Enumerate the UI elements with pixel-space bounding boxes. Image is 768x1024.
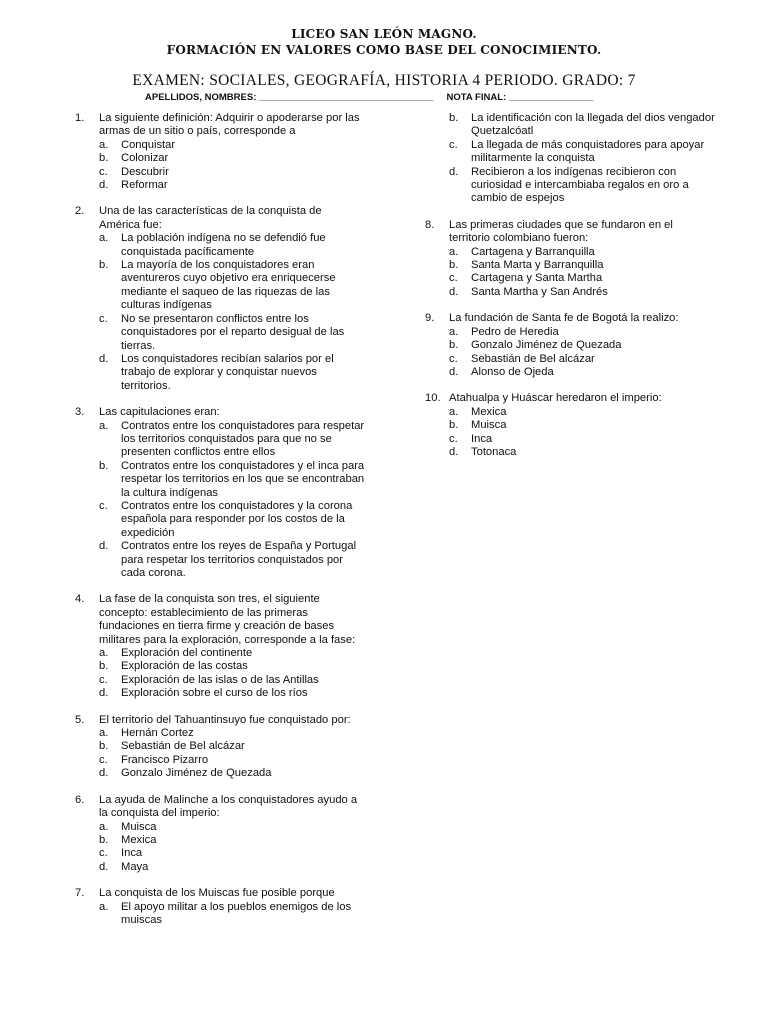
student-info-line: APELLIDOS, NOMBRES: _________________________________ NOTA FINAL: ________________ <box>145 92 594 103</box>
option-letter: b. <box>449 419 459 432</box>
option-letter: d. <box>99 179 109 192</box>
question-item <box>75 887 365 927</box>
answer-option <box>99 861 365 874</box>
option-letter: a. <box>449 405 459 418</box>
option-text: Exploración del continente <box>121 647 253 660</box>
option-letter: a. <box>99 647 109 660</box>
option-letter: a. <box>99 820 109 833</box>
option-letter: b. <box>99 833 109 846</box>
answer-option <box>99 259 365 313</box>
option-text: Contratos entre los conquistadores y la corona española para responder por los costos de la expedición <box>121 499 353 539</box>
question-item <box>75 794 365 874</box>
answer-option <box>99 767 365 780</box>
option-text: Inca <box>121 847 143 860</box>
option-text: Exploración de las islas o de las Antillas <box>121 673 319 686</box>
option-text: Sebastián de Bel alcázar <box>121 740 245 753</box>
option-text: Contratos entre los conquistadores y el inca para respetar los territorios en los que se encontraban la cultura indígenas <box>121 459 365 499</box>
question-text: Las capitulaciones eran: <box>99 406 220 419</box>
answer-option <box>449 139 715 166</box>
answer-option <box>99 660 365 673</box>
answer-option <box>449 433 715 446</box>
option-text: Muisca <box>121 820 157 833</box>
option-letter: b. <box>99 459 109 472</box>
option-letter: a. <box>449 245 459 258</box>
question-text: La conquista de los Muiscas fue posible porque <box>99 887 335 900</box>
answer-option <box>449 446 715 459</box>
option-letter: d. <box>99 687 109 700</box>
option-letter: a. <box>99 232 109 245</box>
question-item <box>75 406 365 580</box>
questions-left-column <box>75 112 365 940</box>
question-text: La siguiente definición: Adquirir o apoderarse por las armas de un sitio o país, corresponde a <box>99 112 360 138</box>
option-text: Conquistar <box>121 138 176 151</box>
answer-option <box>99 500 365 540</box>
option-text: La identificación con la llegada del dios vengador Quetzalcóatl <box>471 112 715 138</box>
option-letter: b. <box>449 259 459 272</box>
option-text: El apoyo militar a los pueblos enemigos de los muiscas <box>121 900 352 926</box>
answer-option <box>99 647 365 660</box>
option-text: Recibieron a los indígenas recibieron con curiosidad e intercambiaba regalos en oro a cambio de espejos <box>471 165 689 205</box>
question-number: 2. <box>75 205 85 218</box>
question-7-continued <box>425 112 715 206</box>
question-number: 4. <box>75 593 85 606</box>
option-letter: d. <box>99 767 109 780</box>
option-letter: b. <box>99 660 109 673</box>
answer-option <box>99 754 365 767</box>
option-text: Inca <box>471 432 493 445</box>
option-letter: b. <box>99 259 109 272</box>
option-letter: d. <box>449 365 459 378</box>
exam-title: EXAMEN: SOCIALES, GEOGRAFÍA, HISTORIA 4 PERIODO. GRADO: 7 <box>132 72 636 89</box>
option-letter: a. <box>449 325 459 338</box>
option-text: Pedro de Heredia <box>471 325 559 338</box>
answer-option <box>449 339 715 352</box>
option-letter: b. <box>449 339 459 352</box>
option-text: No se presentaron conflictos entre los conquistadores por el reparto desigual de las tierras. <box>121 312 345 352</box>
question-text: El territorio del Tahuantinsuyo fue conquistado por: <box>99 713 351 726</box>
answer-option <box>99 420 365 460</box>
school-name: LICEO SAN LEÓN MAGNO. <box>291 27 477 41</box>
question-item <box>75 714 365 781</box>
question-number: 5. <box>75 713 85 726</box>
answer-option <box>99 727 365 740</box>
option-letter: d. <box>449 445 459 458</box>
option-letter: d. <box>99 352 109 365</box>
question-text: Atahualpa y Huáscar heredaron el imperio: <box>449 392 662 405</box>
answer-option <box>99 152 365 165</box>
option-letter: d. <box>449 285 459 298</box>
answer-option <box>99 901 365 928</box>
option-text: Hernán Cortez <box>121 727 194 740</box>
answer-option <box>99 179 365 192</box>
answer-option <box>99 540 365 580</box>
answer-option <box>449 286 715 299</box>
option-letter: c. <box>99 499 108 512</box>
question-text: La fundación de Santa fe de Bogotá la realizo: <box>449 312 679 325</box>
option-text: Santa Marta y Barranquilla <box>471 259 604 272</box>
answer-option <box>449 272 715 285</box>
option-text: Gonzalo Jiménez de Quezada <box>471 339 622 352</box>
question-item <box>425 312 715 379</box>
answer-option <box>99 313 365 353</box>
questions-right-column <box>425 112 715 472</box>
option-letter: a. <box>99 727 109 740</box>
option-letter: c. <box>449 432 458 445</box>
option-letter: a. <box>99 138 109 151</box>
option-letter: b. <box>99 740 109 753</box>
answer-option <box>99 232 365 259</box>
option-text: La mayoría de los conquistadores eran aventureros cuyo objetivo era enriquecerse mediante el saqueo de las riquezas de las culturas indígenas <box>121 259 336 312</box>
answer-option <box>99 821 365 834</box>
option-text: Cartagena y Barranquilla <box>471 245 595 258</box>
answer-option <box>99 460 365 500</box>
answer-option <box>99 353 365 393</box>
question-text: La ayuda de Malinche a los conquistadores ayudo a la conquista del imperio: <box>99 793 358 820</box>
answer-option <box>449 166 715 206</box>
option-text: Mexica <box>471 405 507 418</box>
question-number: 8. <box>425 218 435 231</box>
option-letter: b. <box>449 112 459 124</box>
answer-option <box>99 139 365 152</box>
answer-option <box>449 326 715 339</box>
option-text: Descubrir <box>121 165 169 178</box>
answer-option <box>449 353 715 366</box>
question-number: 1. <box>75 112 85 124</box>
question-item <box>75 593 365 700</box>
school-motto: FORMACIÓN EN VALORES COMO BASE DEL CONOCIMIENTO. <box>166 43 602 57</box>
question-number: 6. <box>75 793 85 806</box>
option-text: La población indígena no se defendió fue conquistada pacíficamente <box>121 232 326 258</box>
answer-option <box>99 847 365 860</box>
question-item <box>75 112 365 192</box>
question-item <box>425 219 715 299</box>
option-text: Sebastián de Bel alcázar <box>471 352 595 365</box>
question-number: 10. <box>425 392 441 405</box>
option-letter: c. <box>99 847 108 860</box>
option-text: Reformar <box>121 179 168 192</box>
question-text: La fase de la conquista son tres, el siguiente concepto: establecimiento de las primeras fundaciones en tierra firme y creación de bases militares para la exploración, corresponde a la fase: <box>99 593 356 646</box>
answer-option <box>449 246 715 259</box>
answer-option <box>449 419 715 432</box>
answer-option <box>99 687 365 700</box>
option-letter: d. <box>449 165 459 178</box>
answer-option <box>99 674 365 687</box>
option-letter: c. <box>449 138 458 151</box>
option-letter: c. <box>99 165 108 178</box>
option-text: Cartagena y Santa Martha <box>471 272 603 285</box>
option-text: La llegada de más conquistadores para apoyar militarmente la conquista <box>471 138 705 165</box>
option-text: Exploración de las costas <box>121 660 248 673</box>
option-letter: d. <box>99 860 109 873</box>
option-letter: c. <box>449 272 458 285</box>
answer-option <box>449 406 715 419</box>
answer-option <box>449 259 715 272</box>
question-number: 7. <box>75 887 85 900</box>
question-text: Una de las características de la conquista de América fue: <box>99 205 322 231</box>
question-number: 3. <box>75 406 85 419</box>
option-letter: a. <box>99 419 109 432</box>
option-letter: d. <box>99 540 109 553</box>
option-text: Contratos entre los conquistadores para respetar los territorios conquistados para que no se presenten conflictos entre ellos <box>121 419 365 459</box>
option-text: Contratos entre los reyes de España y Portugal para respetar los territorios conquistados por cada corona. <box>121 540 357 579</box>
option-letter: c. <box>99 673 108 686</box>
question-number: 9. <box>425 312 435 325</box>
option-text: Gonzalo Jiménez de Quezada <box>121 767 272 780</box>
option-text: Mexica <box>121 833 157 846</box>
option-text: Colonizar <box>121 152 169 165</box>
option-text: Alonso de Ojeda <box>471 365 554 378</box>
option-letter: b. <box>99 152 109 165</box>
option-text: Totonaca <box>471 445 517 458</box>
option-letter: c. <box>449 352 458 365</box>
option-letter: a. <box>99 900 109 913</box>
answer-option <box>449 112 715 139</box>
answer-option <box>449 366 715 379</box>
question-item <box>425 392 715 459</box>
option-text: Muisca <box>471 419 507 432</box>
option-text: Exploración sobre el curso de los ríos <box>121 687 308 700</box>
option-text: Santa Martha y San Andrés <box>471 285 608 298</box>
option-text: Los conquistadores recibían salarios por el trabajo de explorar y conquistar nuevos territorios. <box>121 352 334 392</box>
answer-option <box>99 740 365 753</box>
answer-option <box>99 166 365 179</box>
question-text: Las primeras ciudades que se fundaron en el territorio colombiano fueron: <box>449 218 673 245</box>
option-letter: c. <box>99 312 108 325</box>
option-text: Francisco Pizarro <box>121 753 209 766</box>
option-text: Maya <box>121 860 149 873</box>
answer-option <box>99 834 365 847</box>
option-letter: c. <box>99 753 108 766</box>
question-item <box>75 205 365 393</box>
